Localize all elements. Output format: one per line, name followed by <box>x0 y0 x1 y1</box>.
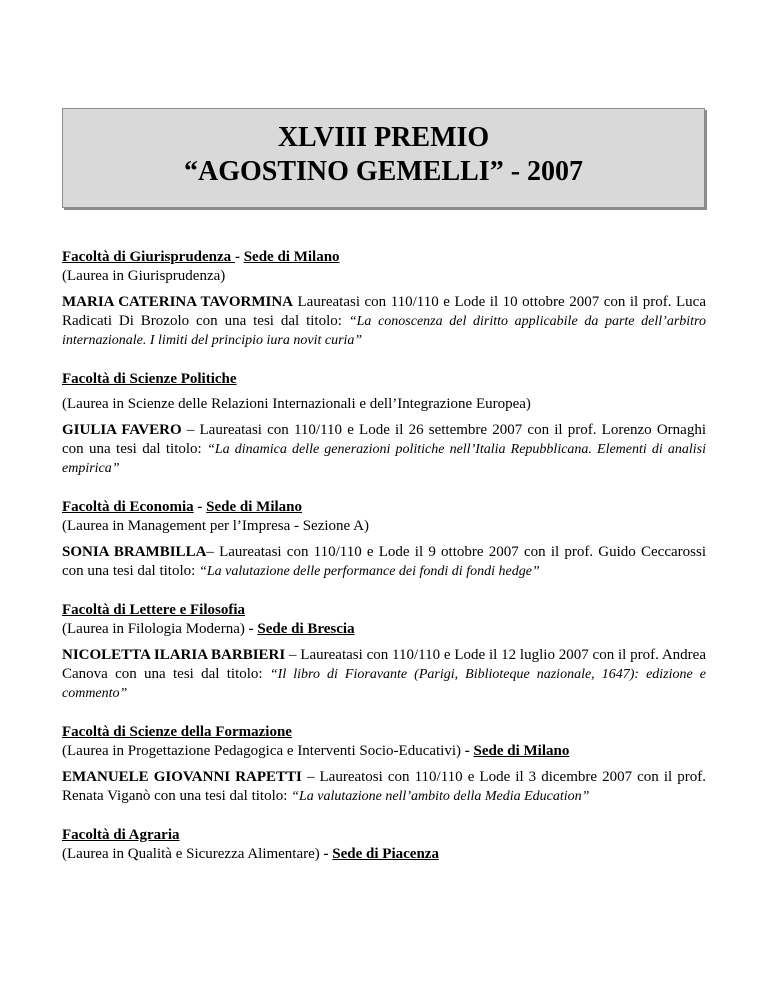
degree-label: (Laurea in Management per l’Impresa - Sezione A) <box>62 518 369 534</box>
winner-name: GIULIA FAVERO <box>62 422 182 438</box>
section-heading <box>62 723 706 742</box>
section-heading <box>62 498 706 517</box>
thesis-title: “La valutazione delle performance dei fondi di fondi hedge” <box>199 564 540 579</box>
award-entry <box>62 543 706 581</box>
section-economia <box>62 498 706 581</box>
degree-separator: - <box>319 846 333 862</box>
award-text: Laureatasi con 110/110 e Lode il 10 ottobre 2007 con il prof. Luca Radicati Di Brozolo con una tesi dal titolo: <box>62 294 706 329</box>
sede-name: Sede di Brescia <box>257 621 355 637</box>
thesis-title: “La conoscenza del diritto applicabile da parte dell’arbitro internazionale. I limiti del principio iura novit curia” <box>62 314 706 348</box>
title-box <box>62 108 705 208</box>
title-line-2: “AGOSTINO GEMELLI” - 2007 <box>183 156 584 187</box>
heading-separator: - <box>193 499 207 515</box>
award-text: – Laureatasi con 110/110 e Lode il 26 settembre 2007 con il prof. Lorenzo Ornaghi con una tesi dal titolo: <box>62 422 706 457</box>
thesis-title: “La dinamica delle generazioni politiche nell’Italia Repubblicana. Elementi di analisi empirica” <box>62 442 706 476</box>
degree-text: (Laurea in Progettazione Pedagogica e Interventi Socio-Educativi) <box>62 743 462 759</box>
winner-name: MARIA CATERINA TAVORMINA <box>62 294 293 310</box>
section-heading <box>62 826 706 845</box>
degree-text: (Laurea in Filologia Moderna) <box>62 621 245 637</box>
faculty-name: Facoltà di Giurisprudenza <box>62 249 235 265</box>
award-text: – Laureatasi con 110/110 e Lode il 12 luglio 2007 con il prof. Andrea Canova con una tesi dal titolo: <box>62 647 706 682</box>
thesis-title: “Il libro di Fioravante (Parigi, Biblioteque nazionale, 1647): edizione e commento” <box>62 667 706 701</box>
faculty-name: Facoltà di Economia <box>62 499 194 515</box>
award-entry <box>62 421 706 478</box>
award-text: – Laureatasi con 110/110 e Lode il 9 ottobre 2007 con il prof. Guido Ceccarossi con una tesi dal titolo: <box>62 544 706 579</box>
section-scienze-formazione <box>62 723 706 806</box>
degree-label: (Laurea in Giurisprudenza) <box>62 268 226 284</box>
degree-text: (Laurea in Qualità e Sicurezza Alimentare) <box>62 846 320 862</box>
sede-name: Sede di Milano <box>473 743 570 759</box>
degree-separator: - <box>461 743 474 759</box>
sede-name: Sede di Piacenza <box>332 846 439 862</box>
degree-separator: - <box>244 621 258 637</box>
faculty-name: Facoltà di Lettere e Filosofia <box>62 602 246 618</box>
title-line-1: XLVIII PREMIO <box>277 122 490 153</box>
award-text: – Laureatosi con 110/110 e Lode il 3 dicembre 2007 con il prof. Renata Viganò con una tesi dal titolo: <box>62 769 706 804</box>
section-giurisprudenza <box>62 248 706 350</box>
section-lettere-filosofia <box>62 601 706 703</box>
degree-label <box>62 620 706 639</box>
faculty-name: Facoltà di Agraria <box>62 827 180 843</box>
degree-label <box>62 742 706 761</box>
faculty-name: Facoltà di Scienze Politiche <box>62 371 237 387</box>
winner-name: NICOLETTA ILARIA BARBIERI <box>62 647 286 663</box>
thesis-title: “La valutazione nell’ambito della Media Education” <box>291 789 590 804</box>
award-entry <box>62 768 706 806</box>
sede-name: Sede di Milano <box>206 499 303 515</box>
award-entry <box>62 293 706 350</box>
degree-label <box>62 845 706 864</box>
winner-name: SONIA BRAMBILLA <box>62 544 207 560</box>
section-heading <box>62 370 706 389</box>
section-heading <box>62 601 706 620</box>
section-heading <box>62 248 706 267</box>
heading-separator: - <box>234 249 244 265</box>
award-entry <box>62 646 706 703</box>
section-agraria <box>62 826 706 864</box>
winner-name: EMANUELE GIOVANNI RAPETTI <box>62 769 302 785</box>
faculty-name: Facoltà di Scienze della Formazione <box>62 724 292 740</box>
sede-name: Sede di Milano <box>243 249 340 265</box>
section-scienze-politiche <box>62 370 706 478</box>
degree-label: (Laurea in Scienze delle Relazioni Internazionali e dell’Integrazione Europea) <box>62 396 531 412</box>
awards-list <box>62 248 706 884</box>
